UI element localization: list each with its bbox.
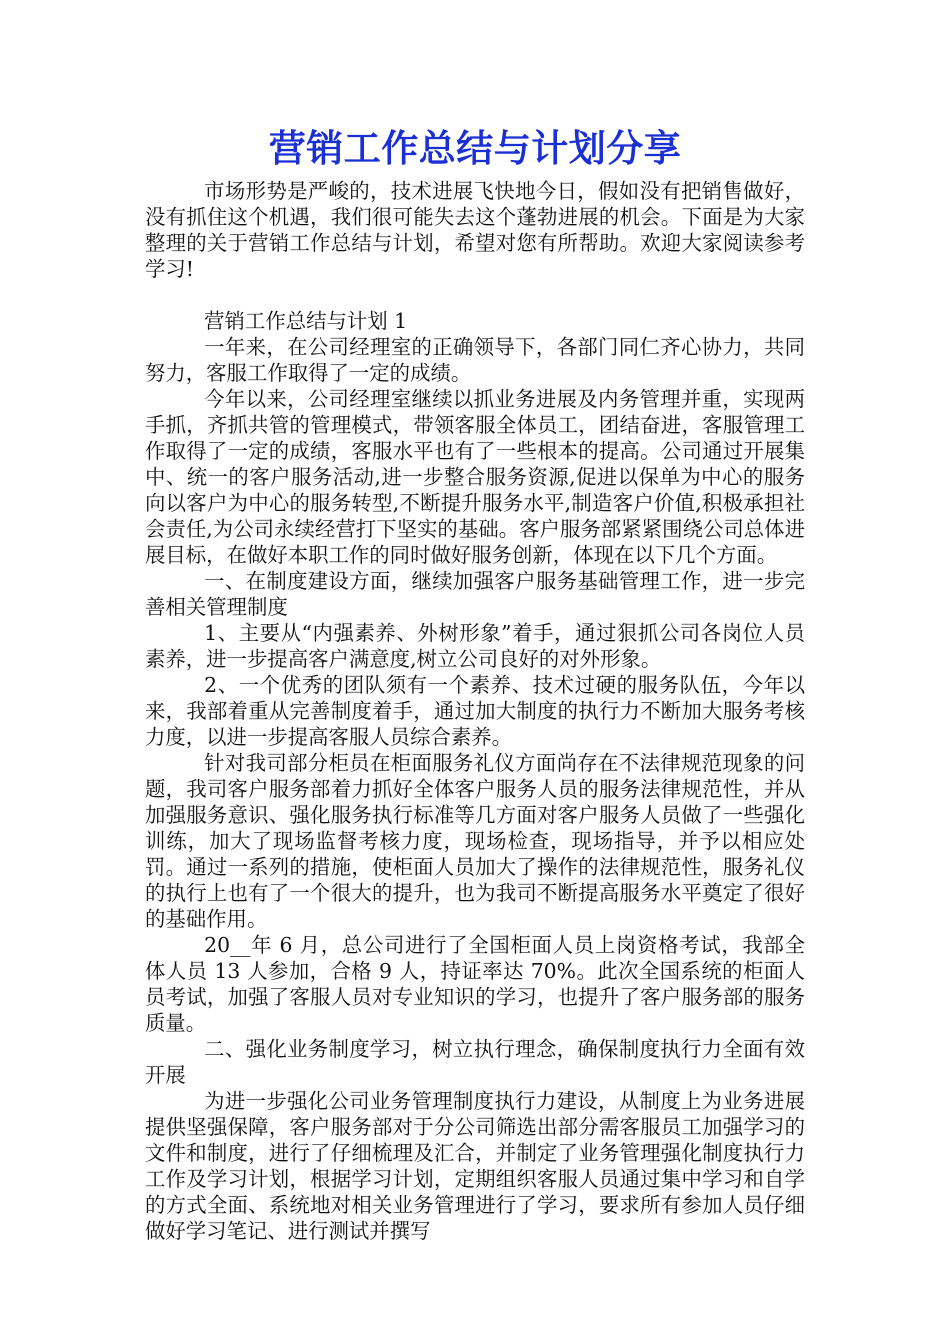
intro-paragraph: 市场形势是严峻的，技术进展飞快地今日，假如没有把销售做好，没有抓住这个机遇，我们很可能失去这个蓬勃进展的机会。下面是为大家整理的关于营销工作总结与计划，希望对您有所帮助。欢迎大家阅读参考学习! xyxy=(145,179,805,281)
body-paragraph: 1、主要从“内强素养、外树形象”着手，通过狠抓公司各岗位人员素养，进一步提高客户满意度,树立公司良好的对外形象。 xyxy=(145,621,805,671)
document-body xyxy=(145,122,805,1244)
body-paragraph: 针对我司部分柜员在柜面服务礼仪方面尚存在不法律规范现象的问题，我司客户服务部着力抓好全体客户服务人员的服务法律规范性，并从加强服务意识、强化服务执行标准等几方面对客户服务人员做了一些强化训练，加大了现场监督考核力度，现场检查，现场指导，并予以相应处罚。通过一系列的措施，使柜面人员加大了操作的法律规范性，服务礼仪的执行上也有了一个很大的提升，也为我司不断提高服务水平奠定了很好的基础作用。 xyxy=(145,751,805,931)
body-paragraph: 为进一步强化公司业务管理制度执行力建设，从制度上为业务进展提供坚强保障，客户服务部对于分公司筛选出部分需客服员工加强学习的文件和制度，进行了仔细梳理及汇合，并制定了业务管理强化制度执行力工作及学习计划，根据学习计划，定期组织客服人员通过集中学习和自学的方式全面、系统地对相关业务管理进行了学习，要求所有参加人员仔细做好学习笔记、进行测试并撰写 xyxy=(145,1089,805,1243)
section-heading: 营销工作总结与计划 1 xyxy=(204,309,408,333)
body-paragraph: 2、一个优秀的团队须有一个素养、技术过硬的服务队伍，今年以来，我部着重从完善制度着手，通过加大制度的执行力不断加大服务考核力度，以进一步提高客服人员综合素养。 xyxy=(145,673,805,749)
body-paragraph: 20__年 6 月，总公司进行了全国柜面人员上岗资格考试，我部全体人员 13 人参加，合格 9 人，持证率达 70%。此次全国系统的柜面人员考试，加强了客服人员对专业知识的学习，也提升了客户服务部的服务质量。 xyxy=(145,933,805,1035)
body-paragraph: 今年以来，公司经理室继续以抓业务进展及内务管理并重，实现两手抓，齐抓共管的管理模式，带领客服全体员工，团结奋进，客服管理工作取得了一定的成绩，客服水平也有了一些根本的提高。公司通过开展集中、统一的客户服务活动,进一步整合服务资源,促进以保单为中心的服务向以客户为中心的服务转型,不断提升服务水平,制造客户价值,积极承担社会责任,为公司永续经营打下坚实的基础。客户服务部紧紧围绕公司总体进展目标，在做好本职工作的同时做好服务创新，体现在以下几个方面。 xyxy=(145,387,805,567)
section-heading: 一、在制度建设方面，继续加强客户服务基础管理工作，进一步完善相关管理制度 xyxy=(145,569,805,619)
section-heading: 二、强化业务制度学习，树立执行理念，确保制度执行力全面有效开展 xyxy=(145,1037,805,1087)
document-title: 营销工作总结与计划分享 xyxy=(268,127,682,170)
body-paragraph: 一年来，在公司经理室的正确领导下，各部门同仁齐心协力，共同努力，客服工作取得了一定的成绩。 xyxy=(145,335,805,385)
